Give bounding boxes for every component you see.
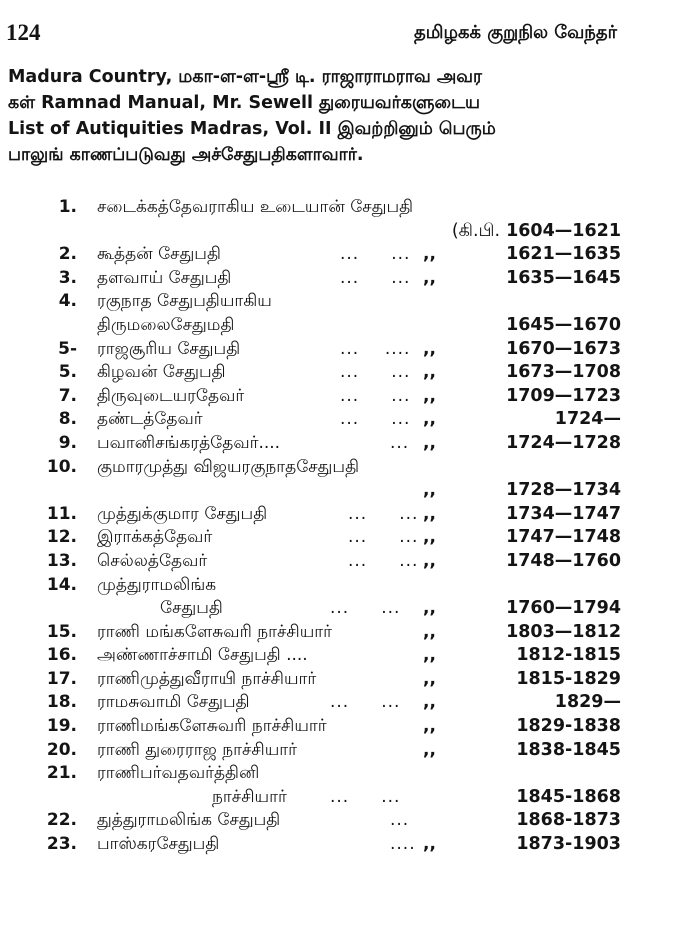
reign-dates — [555, 408, 621, 432]
reign-years: 1803—1812 — [506, 621, 621, 642]
ruler-name: தளவாய் சேதுபதி — [97, 267, 232, 288]
ditto-mark: ,, — [423, 834, 436, 855]
ruler-number: 9. — [58, 432, 77, 453]
leader-dots: ... ... — [340, 362, 411, 383]
ruler-number: 17. — [46, 668, 77, 689]
intro-line: Madura Country, மகா-ள-ள-ஸ்ரீ டி. ராஜாராமராவ அவர — [8, 67, 483, 87]
ruler-row — [0, 762, 679, 786]
reign-years: 1728—1734 — [506, 480, 621, 501]
ruler-number: 15. — [46, 621, 77, 642]
ruler-number: 13. — [46, 550, 77, 571]
reign-years: 1747—1748 — [506, 527, 621, 548]
ruler-name: கிழவன் சேதுபதி — [97, 362, 226, 383]
era-prefix: (கி.பி. — [451, 220, 501, 241]
ditto-mark: ,, — [423, 338, 436, 359]
intro-line: List of Autiquities Madras, Vol. II இவற்றினும் பெரும் — [8, 119, 496, 139]
leader-dots: ... ... — [340, 385, 411, 406]
reign-dates — [506, 361, 621, 385]
ruler-number: 2. — [58, 244, 77, 265]
ruler-row — [0, 196, 679, 220]
reign-dates — [506, 267, 621, 291]
reign-dates — [506, 597, 621, 621]
ditto-mark: ,, — [423, 409, 436, 430]
ruler-number: 1. — [58, 197, 77, 217]
leader-dots: ... ... — [330, 598, 401, 619]
ruler-name: முத்துராமலிங்க — [97, 574, 217, 595]
ruler-row — [0, 338, 679, 362]
reign-dates — [516, 809, 621, 833]
leader-dots: ... — [390, 432, 410, 453]
reign-dates — [516, 833, 621, 857]
ditto-mark: ,, — [423, 668, 436, 689]
reign-dates — [516, 786, 621, 810]
reign-dates — [555, 691, 621, 715]
ruler-row — [0, 809, 679, 833]
ruler-number: 23. — [46, 834, 77, 855]
reign-dates — [506, 550, 621, 574]
reign-years: 1635—1645 — [506, 267, 621, 288]
ruler-name: சேதுபதி — [160, 598, 223, 619]
reign-dates — [516, 715, 621, 739]
ruler-row — [0, 597, 679, 621]
reign-years: 1645—1670 — [506, 314, 621, 335]
ditto-mark: ,, — [423, 527, 436, 548]
reign-dates — [506, 314, 621, 338]
ruler-list — [0, 196, 679, 857]
reign-years: 1829-1838 — [516, 716, 621, 737]
reign-dates — [516, 739, 621, 763]
leader-dots: ... ... — [330, 692, 401, 713]
leader-dots: ... — [390, 810, 410, 831]
leader-dots: ... ... — [348, 527, 419, 548]
ruler-name: ராணிபர்வதவர்த்தினி — [97, 763, 260, 784]
ruler-number: 3. — [58, 267, 77, 288]
ruler-number: 10. — [46, 456, 77, 477]
ruler-number: 20. — [46, 739, 77, 760]
ruler-row — [0, 621, 679, 645]
intro-line: கள் Ramnad Manual, Mr. Sewell துரையவர்களுடைய — [8, 93, 480, 113]
ruler-row — [0, 456, 679, 480]
ruler-name: செல்லத்தேவர் — [97, 550, 208, 571]
ruler-number: 21. — [46, 763, 77, 784]
ditto-mark: ,, — [423, 503, 436, 524]
ruler-number: 19. — [46, 716, 77, 737]
reign-years: 1845-1868 — [516, 786, 621, 807]
ruler-number: 5. — [58, 362, 77, 383]
reign-years: 1748—1760 — [506, 550, 621, 571]
ruler-number: 14. — [46, 574, 77, 595]
ruler-number: 22. — [46, 810, 77, 831]
ruler-name: பாஸ்கரசேதுபதி — [97, 834, 220, 855]
ruler-number: 8. — [58, 409, 77, 430]
ditto-mark: ,, — [423, 598, 436, 619]
ruler-name: திருமலைசேதுமதி — [97, 314, 235, 335]
ruler-number: 11. — [46, 503, 77, 524]
ruler-row — [0, 550, 679, 574]
reign-years: 1868-1873 — [516, 810, 621, 831]
ditto-mark: ,, — [423, 244, 436, 265]
ditto-mark: ,, — [423, 692, 436, 713]
ruler-row — [0, 243, 679, 267]
ruler-row — [0, 644, 679, 668]
ruler-name: தண்டத்தேவர் — [97, 409, 203, 430]
ruler-name: ராணிமுத்துவீராயி நாச்சியார் — [97, 668, 317, 689]
ruler-row — [0, 267, 679, 291]
running-title: தமிழகக் குறுநில வேந்தர் — [414, 22, 617, 43]
ruler-row — [0, 739, 679, 763]
ruler-number: 5- — [58, 338, 77, 359]
reign-years: 1621—1635 — [506, 244, 621, 265]
ruler-row — [0, 385, 679, 409]
ruler-name: ராமசுவாமி சேதுபதி — [97, 692, 250, 713]
intro-paragraph — [8, 64, 620, 168]
ditto-mark: ,, — [423, 716, 436, 737]
ruler-name: ராணிமங்களேசுவரி நாச்சியார் — [97, 716, 327, 737]
ruler-number: 16. — [46, 645, 77, 666]
reign-dates — [506, 243, 621, 267]
leader-dots: .... — [390, 834, 416, 855]
leader-dots: ... ... — [348, 503, 419, 524]
leader-dots: ... ... — [340, 409, 411, 430]
ruler-row — [0, 526, 679, 550]
reign-dates — [506, 621, 621, 645]
ruler-row — [0, 314, 679, 338]
leader-dots: ... ... — [340, 267, 411, 288]
ruler-name: ரகுநாத சேதுபதியாகிய — [97, 291, 272, 312]
reign-years: 1724—1728 — [506, 432, 621, 453]
reign-dates — [506, 432, 621, 456]
reign-dates — [452, 220, 621, 244]
ruler-row — [0, 479, 679, 503]
ruler-name: ராஜசூரிய சேதுபதி — [97, 338, 241, 359]
page-number: 124 — [6, 20, 41, 45]
ruler-name: இராக்கத்தேவர் — [97, 527, 213, 548]
ruler-row — [0, 503, 679, 527]
ruler-number: 7. — [58, 385, 77, 406]
leader-dots: ... ... — [348, 550, 419, 571]
ruler-row — [0, 833, 679, 857]
reign-dates — [506, 479, 621, 503]
reign-dates — [506, 385, 621, 409]
reign-years: 1812-1815 — [516, 645, 621, 666]
reign-years: 1673—1708 — [506, 362, 621, 383]
ruler-name: சடைக்கத்தேவராகிய உடையான் சேதுபதி — [97, 197, 414, 217]
ditto-mark: ,, — [423, 480, 436, 501]
ruler-row — [0, 668, 679, 692]
leader-dots: ... ... — [340, 244, 411, 265]
ruler-row — [0, 290, 679, 314]
reign-dates — [506, 338, 621, 362]
ruler-name: ராணி துரைராஜ நாச்சியார் — [97, 739, 298, 760]
reign-years: 1734—1747 — [506, 503, 621, 524]
reign-dates — [516, 644, 621, 668]
ruler-row — [0, 715, 679, 739]
ruler-name: நாச்சியார் — [212, 786, 287, 807]
reign-years: 1838-1845 — [516, 739, 621, 760]
reign-years: 1604—1621 — [506, 220, 621, 241]
ruler-row — [0, 361, 679, 385]
ditto-mark: ,, — [423, 385, 436, 406]
ruler-name: கூத்தன் சேதுபதி — [97, 244, 221, 265]
ditto-mark: ,, — [423, 267, 436, 288]
ruler-row — [0, 408, 679, 432]
ruler-row — [0, 574, 679, 598]
ruler-name: திருவுடையரதேவர் — [97, 385, 245, 406]
reign-years: 1829— — [554, 692, 621, 713]
ruler-name: அண்ணாச்சாமி சேதுபதி .... — [97, 645, 308, 666]
ditto-mark: ,, — [423, 645, 436, 666]
reign-dates — [516, 668, 621, 692]
ruler-name: துத்துராமலிங்க சேதுபதி — [97, 810, 281, 831]
reign-years: 1760—1794 — [506, 598, 621, 619]
ditto-mark: ,, — [423, 739, 436, 760]
intro-line: பாலுங் காணப்படுவது அச்சேதுபதிகளாவார். — [8, 145, 364, 165]
ditto-mark: ,, — [423, 550, 436, 571]
ditto-mark: ,, — [423, 362, 436, 383]
ruler-name: குமாரமுத்து விஜயரகுநாதசேதுபதி — [97, 456, 359, 477]
ruler-number: 4. — [58, 291, 77, 312]
reign-dates — [506, 526, 621, 550]
ruler-name: முத்துக்குமார சேதுபதி — [97, 503, 268, 524]
reign-years: 1670—1673 — [506, 338, 621, 359]
reign-years: 1815-1829 — [516, 668, 621, 689]
ditto-mark: ,, — [423, 432, 436, 453]
reign-years: 1724— — [554, 409, 621, 430]
ruler-row — [0, 691, 679, 715]
ruler-name: பவானிசங்கரத்தேவர்.... — [97, 432, 281, 453]
leader-dots: ... ... — [330, 786, 401, 807]
ditto-mark: ,, — [423, 621, 436, 642]
ruler-row — [0, 220, 679, 244]
ruler-number: 12. — [46, 527, 77, 548]
leader-dots: ... .... — [340, 338, 411, 359]
ruler-number: 18. — [46, 692, 77, 713]
ruler-name: ராணி மங்களேசுவரி நாச்சியார் — [97, 621, 333, 642]
ruler-row — [0, 432, 679, 456]
reign-years: 1873-1903 — [516, 834, 621, 855]
ruler-row — [0, 786, 679, 810]
reign-years: 1709—1723 — [506, 385, 621, 406]
reign-dates — [506, 503, 621, 527]
